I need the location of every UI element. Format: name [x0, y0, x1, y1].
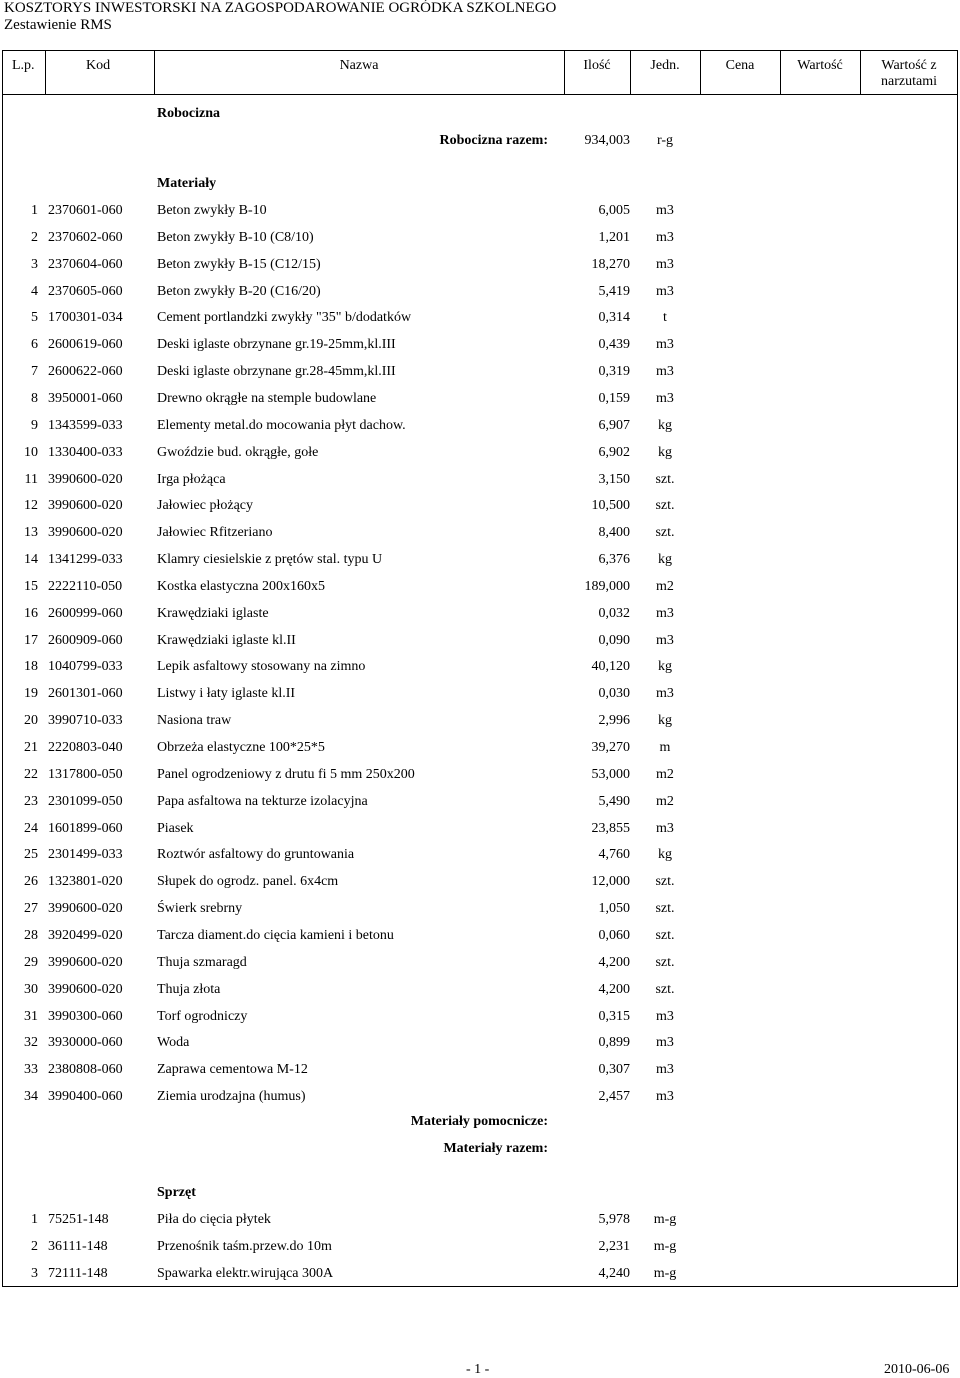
- row-jedn: m2: [656, 578, 674, 594]
- table-row: [3, 659, 957, 675]
- row-lp: 31: [24, 1008, 38, 1024]
- row-ilosc: 6,005: [598, 203, 630, 218]
- row-nazwa: Papa asfaltowa na tekturze izolacyjna: [157, 793, 368, 809]
- row-kod: 2222110-050: [48, 578, 123, 594]
- table-row: [3, 472, 957, 488]
- row-kod: 1700301-034: [48, 310, 123, 326]
- row-kod: 1601899-060: [48, 820, 123, 836]
- row-lp: 12: [24, 498, 38, 514]
- row-kod: 3990600-020: [48, 954, 123, 970]
- row-kod: 3920499-020: [48, 927, 123, 943]
- row-jedn: kg: [658, 713, 672, 729]
- row-jedn: m3: [656, 1089, 674, 1105]
- row-nazwa: Woda: [157, 1035, 190, 1051]
- row-ilosc: 189,000: [584, 578, 630, 594]
- row-lp: 6: [31, 337, 38, 353]
- row-lp: 5: [31, 310, 38, 326]
- row-lp: 19: [24, 686, 38, 702]
- row-jedn: kg: [658, 659, 672, 675]
- robocizna-total-qty: 934,003: [584, 133, 630, 148]
- row-kod: 1330400-033: [48, 444, 123, 460]
- row-ilosc: 0,159: [598, 390, 630, 406]
- row-kod: 3990300-060: [48, 1008, 123, 1024]
- row-ilosc: 12,000: [591, 874, 630, 890]
- row-jedn: m3: [656, 1035, 674, 1051]
- table-row: [3, 874, 957, 890]
- row-ilosc: 1,050: [598, 901, 630, 917]
- row-jedn: kg: [658, 847, 672, 863]
- row-ilosc: 6,902: [598, 444, 630, 460]
- row-ilosc: 4,200: [598, 981, 630, 997]
- row-nazwa: Cement portlandzki zwykły "35" b/dodatków: [157, 310, 412, 326]
- table-row: [3, 686, 957, 702]
- row-nazwa: Piasek: [157, 820, 194, 836]
- materialy-pomocnicze-label: Materiały pomocnicze:: [410, 1114, 548, 1129]
- table-row: [3, 391, 957, 407]
- table-row: [3, 1062, 957, 1078]
- row-kod: 3930000-060: [48, 1035, 123, 1051]
- row-jedn: m3: [656, 283, 674, 299]
- row-lp: 22: [24, 766, 38, 782]
- row-lp: 10: [24, 444, 38, 460]
- row-ilosc: 0,439: [598, 337, 630, 353]
- row-ilosc: 53,000: [591, 766, 630, 782]
- row-lp: 8: [31, 390, 38, 406]
- row-jedn: m3: [656, 256, 674, 272]
- table-row: [3, 821, 957, 837]
- col-header-cena: Cena: [725, 58, 755, 73]
- row-jedn: kg: [658, 552, 672, 568]
- row-jedn: m2: [656, 793, 674, 809]
- row-ilosc: 0,090: [598, 632, 630, 648]
- row-ilosc: 3,150: [598, 471, 630, 487]
- row-lp: 15: [24, 578, 38, 594]
- row-kod: 2380808-060: [48, 1062, 123, 1078]
- row-jedn: szt.: [655, 471, 675, 487]
- row-ilosc: 4,200: [598, 954, 630, 970]
- row-ilosc: 39,270: [591, 740, 630, 755]
- row-ilosc: 5,419: [598, 283, 630, 299]
- row-nazwa: Klamry ciesielskie z prętów stal. typu U: [157, 552, 383, 568]
- row-ilosc: 0,899: [598, 1035, 630, 1051]
- row-jedn: m3: [656, 229, 674, 245]
- row-kod: 3990600-020: [48, 525, 123, 541]
- row-lp: 11: [24, 471, 38, 487]
- row-kod: 3990600-020: [48, 901, 123, 917]
- row-nazwa: Ziemia urodzajna (humus): [157, 1089, 306, 1105]
- row-jedn: m-g: [653, 1265, 677, 1281]
- row-ilosc: 6,907: [598, 417, 630, 433]
- row-nazwa: Roztwór asfaltowy do gruntowania: [157, 847, 355, 863]
- row-kod: 2220803-040: [48, 740, 123, 755]
- row-kod: 3990710-033: [48, 713, 123, 729]
- table-row: [3, 337, 957, 353]
- row-nazwa: Nasiona traw: [157, 713, 232, 729]
- row-ilosc: 0,032: [598, 605, 630, 621]
- row-nazwa: Krawędziaki iglaste kl.II: [157, 632, 296, 648]
- row-nazwa: Tarcza diament.do cięcia kamieni i betonu: [157, 927, 394, 943]
- table-row: [3, 1212, 957, 1228]
- robocizna-total-label: Robocizna razem:: [439, 133, 548, 148]
- row-kod: 2370601-060: [48, 203, 123, 218]
- col-header-narzutami: narzutami: [881, 74, 937, 89]
- row-ilosc: 0,314: [598, 310, 630, 326]
- document-title: KOSZTORYS INWESTORSKI NA ZAGOSPODAROWANIE OGRÓDKA SZKOLNEGO: [4, 0, 557, 16]
- row-jedn: szt.: [655, 981, 675, 997]
- row-kod: 1317800-050: [48, 766, 123, 782]
- row-kod: 1341299-033: [48, 552, 123, 568]
- row-kod: 2370605-060: [48, 283, 123, 299]
- row-kod: 2301099-050: [48, 793, 123, 809]
- row-nazwa: Przenośnik taśm.przew.do 10m: [157, 1238, 332, 1254]
- row-jedn: m3: [656, 820, 674, 836]
- row-jedn: m3: [656, 390, 674, 406]
- row-jedn: m-g: [653, 1238, 677, 1254]
- row-jedn: m-g: [653, 1212, 677, 1227]
- row-lp: 34: [24, 1089, 38, 1105]
- table-row: [3, 1266, 957, 1282]
- row-jedn: kg: [658, 444, 672, 460]
- row-lp: 27: [24, 901, 38, 917]
- row-jedn: m: [659, 740, 671, 755]
- document-subtitle: Zestawienie RMS: [4, 17, 112, 33]
- row-lp: 28: [24, 927, 38, 943]
- row-nazwa: Piła do cięcia płytek: [157, 1212, 271, 1227]
- row-lp: 30: [24, 981, 38, 997]
- row-jedn: m3: [656, 605, 674, 621]
- row-lp: 1: [31, 203, 38, 218]
- table-row: [3, 1009, 957, 1025]
- row-ilosc: 0,307: [598, 1062, 630, 1078]
- section-title-robocizna: Robocizna: [157, 106, 220, 121]
- row-lp: 20: [24, 713, 38, 729]
- row-lp: 3: [31, 256, 38, 272]
- row-ilosc: 0,030: [598, 686, 630, 702]
- row-ilosc: 40,120: [591, 659, 630, 675]
- row-ilosc: 0,060: [598, 927, 630, 943]
- row-nazwa: Panel ogrodzeniowy z drutu fi 5 mm 250x200: [157, 766, 415, 782]
- row-nazwa: Beton zwykły B-10 (C8/10): [157, 229, 314, 245]
- table-row: [3, 310, 957, 326]
- table-row: [3, 364, 957, 380]
- col-divider: [45, 50, 46, 94]
- row-jedn: m3: [656, 1062, 674, 1078]
- row-ilosc: 1,201: [598, 229, 630, 245]
- row-ilosc: 5,490: [598, 793, 630, 809]
- row-kod: 75251-148: [48, 1212, 109, 1227]
- row-nazwa: Thuja szmaragd: [157, 954, 247, 970]
- row-kod: 3990600-020: [48, 981, 123, 997]
- table-row: [3, 633, 957, 649]
- header-divider: [2, 94, 958, 95]
- row-jedn: kg: [658, 417, 672, 433]
- row-kod: 36111-148: [48, 1238, 108, 1254]
- row-nazwa: Beton zwykły B-15 (C12/15): [157, 256, 321, 272]
- col-header-ilosc: Ilość: [583, 58, 611, 73]
- row-ilosc: 8,400: [598, 525, 630, 541]
- table-row: [3, 713, 957, 729]
- row-lp: 26: [24, 874, 38, 890]
- col-header-lp: L.p.: [12, 58, 35, 73]
- row-ilosc: 5,978: [598, 1212, 630, 1227]
- row-nazwa: Elementy metal.do mocowania płyt dachow.: [157, 417, 406, 433]
- materialy-total-label: Materiały razem:: [443, 1141, 548, 1156]
- section-title-sprzet: Sprzęt: [157, 1185, 196, 1200]
- row-nazwa: Krawędziaki iglaste: [157, 605, 269, 621]
- table-row: [3, 767, 957, 783]
- row-kod: 1040799-033: [48, 659, 123, 675]
- row-kod: 2601301-060: [48, 686, 123, 702]
- row-kod: 3990600-020: [48, 471, 123, 487]
- row-kod: 3990400-060: [48, 1089, 123, 1105]
- row-kod: 3990600-020: [48, 498, 123, 514]
- row-nazwa: Listwy i łaty iglaste kl.II: [157, 686, 296, 702]
- row-jedn: szt.: [655, 498, 675, 514]
- table-row: [3, 498, 957, 514]
- row-jedn: szt.: [655, 874, 675, 890]
- row-lp: 33: [24, 1062, 38, 1078]
- table-row: [3, 257, 957, 273]
- row-jedn: szt.: [655, 525, 675, 541]
- row-jedn: m3: [656, 1008, 674, 1024]
- row-lp: 29: [24, 954, 38, 970]
- table-row: [3, 203, 957, 219]
- row-nazwa: Thuja złota: [157, 981, 221, 997]
- row-ilosc: 2,457: [598, 1089, 630, 1105]
- page-number: - 1 -: [466, 1362, 490, 1377]
- row-kod: 2600909-060: [48, 632, 123, 648]
- row-lp: 2: [31, 1238, 38, 1254]
- row-lp: 14: [24, 552, 38, 568]
- row-lp: 25: [24, 847, 38, 863]
- row-ilosc: 2,996: [598, 713, 630, 729]
- row-nazwa: Deski iglaste obrzynane gr.28-45mm,kl.III: [157, 364, 396, 380]
- row-ilosc: 6,376: [598, 552, 630, 568]
- row-ilosc: 2,231: [598, 1238, 630, 1254]
- row-jedn: szt.: [655, 927, 675, 943]
- table-row: [3, 1035, 957, 1051]
- row-nazwa: Gwoździe bud. okrągłe, gołe: [157, 444, 319, 460]
- row-lp: 17: [24, 632, 38, 648]
- table-row: [3, 579, 957, 595]
- row-nazwa: Drewno okrągłe na stemple budowlane: [157, 390, 377, 406]
- row-nazwa: Kostka elastyczna 200x160x5: [157, 578, 325, 594]
- row-lp: 23: [24, 793, 38, 809]
- row-nazwa: Obrzeża elastyczne 100*25*5: [157, 740, 325, 755]
- row-nazwa: Słupek do ogrodz. panel. 6x4cm: [157, 874, 339, 890]
- col-header-wartosc: Wartość: [797, 58, 843, 73]
- row-lp: 3: [31, 1265, 38, 1281]
- table-row: [3, 1239, 957, 1255]
- row-kod: 1323801-020: [48, 874, 123, 890]
- row-nazwa: Świerk srebrny: [157, 901, 243, 917]
- row-kod: 2600999-060: [48, 605, 123, 621]
- row-nazwa: Jałowiec Rfitzeriano: [157, 525, 273, 541]
- row-kod: 2301499-033: [48, 847, 123, 863]
- row-ilosc: 23,855: [591, 820, 630, 836]
- row-kod: 1343599-033: [48, 417, 123, 433]
- table-row: [3, 794, 957, 810]
- table-row: [3, 230, 957, 246]
- row-kod: 3950001-060: [48, 390, 123, 406]
- table-row: [3, 552, 957, 568]
- row-kod: 2370604-060: [48, 256, 123, 272]
- row-lp: 9: [31, 417, 38, 433]
- print-date: 2010-06-06: [884, 1362, 950, 1377]
- row-jedn: m3: [656, 632, 674, 648]
- row-nazwa: Zaprawa cementowa M-12: [157, 1062, 308, 1078]
- row-jedn: m3: [656, 364, 674, 380]
- row-lp: 2: [31, 229, 38, 245]
- row-jedn: szt.: [655, 954, 675, 970]
- col-header-wartosc-z: Wartość z: [881, 58, 937, 73]
- row-ilosc: 0,315: [598, 1008, 630, 1024]
- row-jedn: m3: [656, 337, 674, 353]
- row-kod: 2600619-060: [48, 337, 123, 353]
- col-header-kod: Kod: [86, 58, 111, 73]
- row-lp: 4: [31, 283, 38, 299]
- table-row: [3, 284, 957, 300]
- table-row: [3, 847, 957, 863]
- row-lp: 21: [24, 740, 38, 755]
- section-title-materialy: Materiały: [157, 176, 217, 191]
- table-row: [3, 740, 957, 756]
- row-ilosc: 4,760: [598, 847, 630, 863]
- row-kod: 72111-148: [48, 1265, 108, 1281]
- row-lp: 16: [24, 605, 38, 621]
- row-jedn: m3: [656, 686, 674, 702]
- row-ilosc: 0,319: [598, 364, 630, 380]
- row-nazwa: Deski iglaste obrzynane gr.19-25mm,kl.III: [157, 337, 396, 353]
- row-nazwa: Irga płożąca: [157, 471, 226, 487]
- row-lp: 18: [24, 659, 38, 675]
- row-nazwa: Beton zwykły B-10: [157, 203, 267, 218]
- row-ilosc: 18,270: [591, 256, 630, 272]
- row-lp: 13: [24, 525, 38, 541]
- row-kod: 2600622-060: [48, 364, 123, 380]
- row-lp: 32: [24, 1035, 38, 1051]
- table-row: [3, 982, 957, 998]
- row-ilosc: 10,500: [591, 498, 630, 514]
- table-row: [3, 1089, 957, 1105]
- row-kod: 2370602-060: [48, 229, 123, 245]
- table-row: [3, 606, 957, 622]
- row-nazwa: Spawarka elektr.wirująca 300A: [157, 1265, 334, 1281]
- table-row: [3, 418, 957, 434]
- row-nazwa: Torf ogrodniczy: [157, 1008, 248, 1024]
- row-ilosc: 4,240: [598, 1265, 630, 1281]
- row-lp: 1: [31, 1212, 38, 1227]
- col-header-jedn: Jedn.: [650, 58, 680, 73]
- table-row: [3, 525, 957, 541]
- row-nazwa: Jałowiec płożący: [157, 498, 254, 514]
- row-jedn: m3: [656, 203, 674, 218]
- table-row: [3, 955, 957, 971]
- row-jedn: szt.: [655, 901, 675, 917]
- table-row: [3, 901, 957, 917]
- row-nazwa: Lepik asfaltowy stosowany na zimno: [157, 659, 366, 675]
- row-lp: 7: [31, 364, 38, 380]
- row-jedn: t: [663, 310, 667, 326]
- robocizna-total-unit: r-g: [656, 133, 674, 148]
- col-header-nazwa: Nazwa: [339, 58, 379, 73]
- row-lp: 24: [24, 820, 38, 836]
- row-jedn: m2: [656, 766, 674, 782]
- table-row: [3, 928, 957, 944]
- table-row: [3, 445, 957, 461]
- row-nazwa: Beton zwykły B-20 (C16/20): [157, 283, 321, 299]
